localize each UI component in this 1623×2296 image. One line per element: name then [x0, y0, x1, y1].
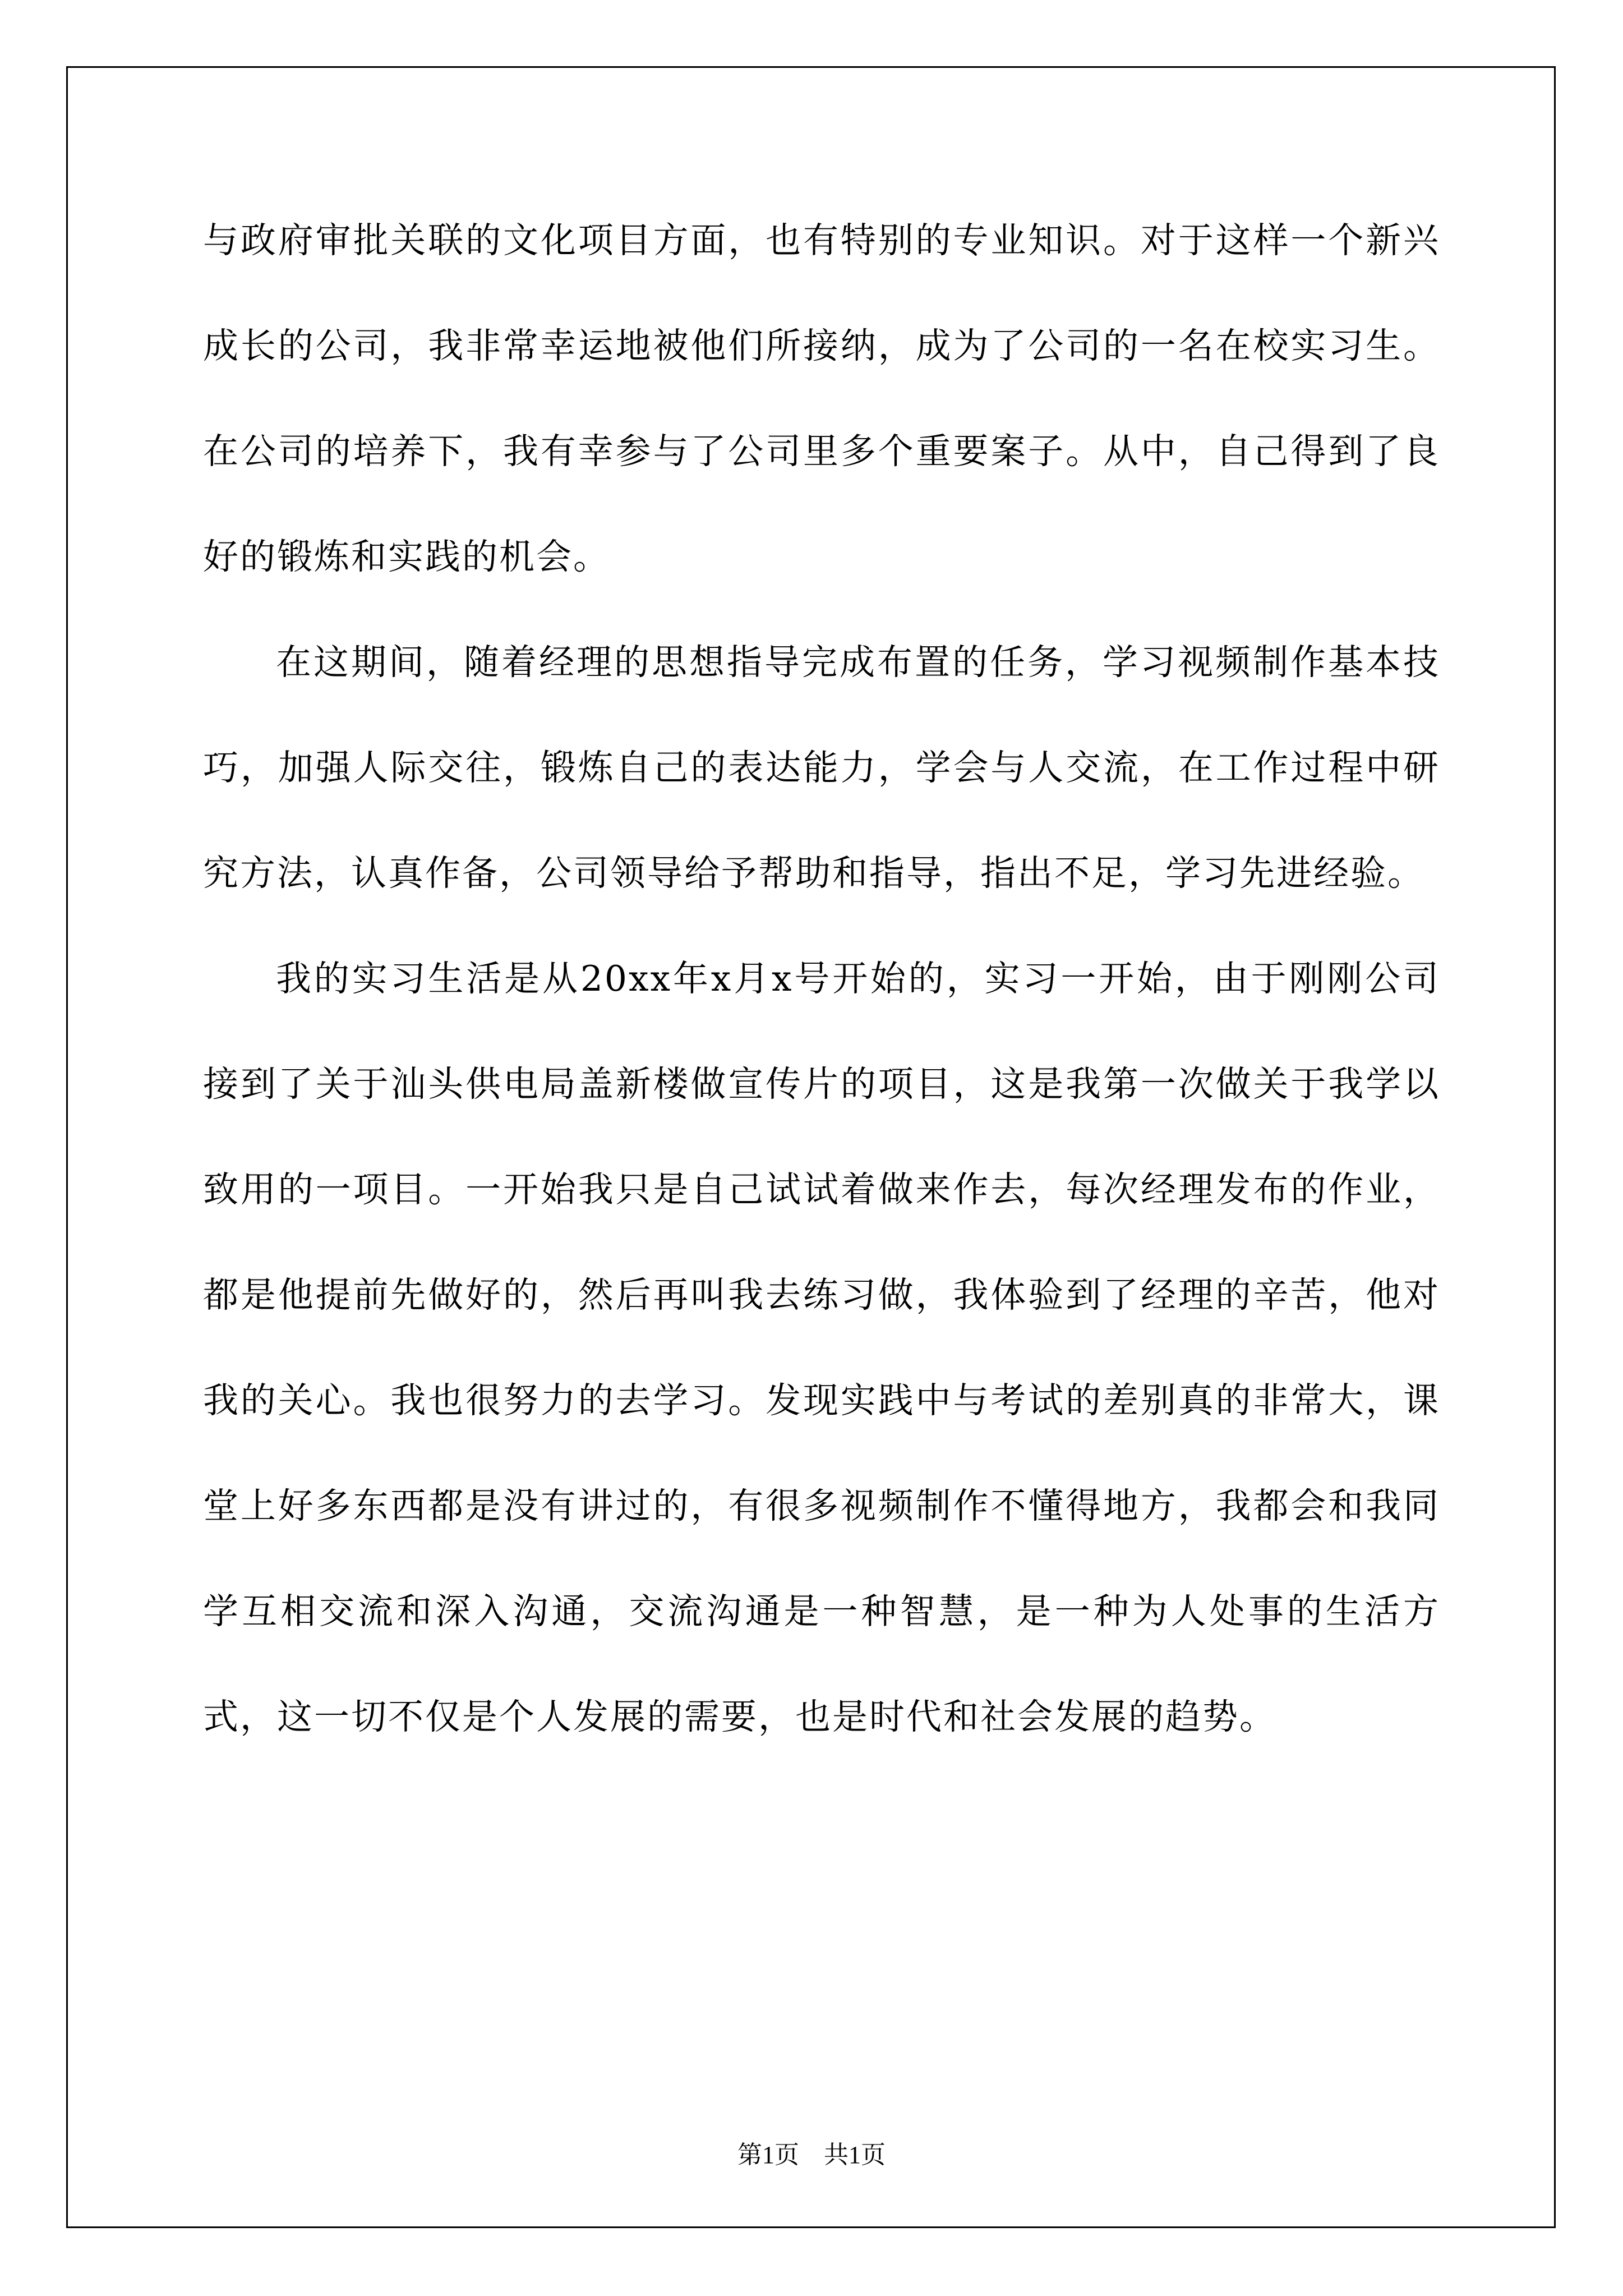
- page-number-footer: 第1页 共1页: [737, 2141, 886, 2169]
- paragraph-2: 在这期间，随着经理的思想指导完成布置的任务，学习视频制作基本技巧，加强人际交往，锻炼自己的表达能力，学会与人交流，在工作过程中研究方法，认真作备，公司领导给予帮助和指导，指出不足，学习先进经验。: [203, 642, 1440, 894]
- paragraph-1: 与政府审批关联的文化项目方面，也有特别的专业知识。对于这样一个新兴成长的公司，我非常幸运地被他们所接纳，成为了公司的一名在校实习生。在公司的培养下，我有幸参与了公司里多个重要案子。从中，自己得到了良好的锻炼和实践的机会。: [203, 220, 1440, 577]
- paragraph-3: 我的实习生活是从20xx年x月x号开始的，实习一开始，由于刚刚公司接到了关于汕头供电局盖新楼做宣传片的项目，这是我第一次做关于我学以致用的一项目。一开始我只是自己试试着做来作去，每次经理发布的作业，都是他提前先做好的，然后再叫我去练习做，我体验到了经理的辛苦，他对我的关心。我也很努力的去学习。发现实践中与考试的差别真的非常大，课堂上好多东西都是没有讲过的，有很多视频制作不懂得地方，我都会和我同学互相交流和深入沟通，交流沟通是一种智慧，是一种为人处事的生活方式，这一切不仅是个人发展的需要，也是时代和社会发展的趋势。: [203, 958, 1440, 1737]
- document-body: [203, 188, 1440, 1770]
